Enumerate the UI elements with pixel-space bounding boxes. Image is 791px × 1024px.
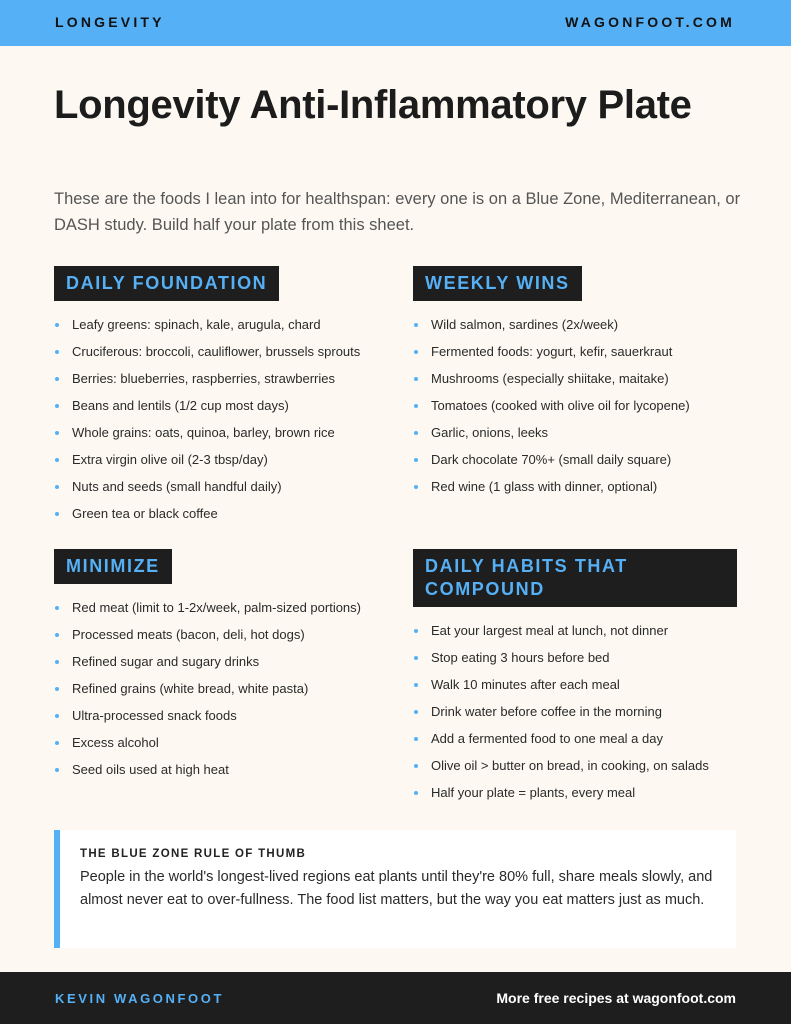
bullet-icon — [414, 404, 418, 408]
list-item: Excess alcohol — [54, 729, 361, 756]
bullet-icon — [55, 606, 59, 610]
bullet-icon — [55, 741, 59, 745]
blue-zone-callout — [54, 830, 736, 948]
list-item: Wild salmon, sardines (2x/week) — [413, 311, 690, 338]
section-heading: WEEKLY WINS — [413, 266, 582, 301]
bullet-icon — [55, 512, 59, 516]
list-item: Refined grains (white bread, white pasta) — [54, 675, 361, 702]
page-title: Longevity Anti-Inflammatory Plate — [54, 83, 692, 127]
callout-body: People in the world's longest-lived regions eat plants until they're 80% full, share meals slowly, and almost never eat to over-fullness. The food list matters, but the way you eat matters just as much. — [80, 869, 713, 908]
intro-text: These are the foods I lean into for healthspan: every one is on a Blue Zone, Mediterranean, or DASH study. Build half your plate from this sheet. — [54, 190, 741, 234]
bullet-icon — [414, 737, 418, 741]
list-item: Fermented foods: yogurt, kefir, sauerkraut — [413, 338, 690, 365]
bullet-icon — [414, 656, 418, 660]
list-item: Extra virgin olive oil (2-3 tbsp/day) — [54, 446, 360, 473]
list-item: Processed meats (bacon, deli, hot dogs) — [54, 621, 361, 648]
brand-left: LONGEVITY — [55, 14, 165, 30]
bullet-icon — [414, 764, 418, 768]
callout-title: THE BLUE ZONE RULE OF THUMB — [80, 848, 307, 860]
bullet-icon — [55, 714, 59, 718]
bullet-icon — [55, 687, 59, 691]
list-item: Red meat (limit to 1-2x/week, palm-sized portions) — [54, 594, 361, 621]
list-item: Garlic, onions, leeks — [413, 419, 690, 446]
food-list — [54, 594, 361, 783]
bullet-icon — [55, 323, 59, 327]
list-item: Drink water before coffee in the morning — [413, 698, 737, 725]
bullet-icon — [414, 350, 418, 354]
bullet-icon — [55, 377, 59, 381]
list-item: Ultra-processed snack foods — [54, 702, 361, 729]
list-item: Mushrooms (especially shiitake, maitake) — [413, 365, 690, 392]
list-item: Leafy greens: spinach, kale, arugula, chard — [54, 311, 360, 338]
list-item: Cruciferous: broccoli, cauliflower, brussels sprouts — [54, 338, 360, 365]
list-item: Whole grains: oats, quinoa, barley, brown rice — [54, 419, 360, 446]
website-link[interactable]: More free recipes at wagonfoot.com — [496, 990, 736, 1006]
list-item: Eat your largest meal at lunch, not dinner — [413, 617, 737, 644]
list-item: Red wine (1 glass with dinner, optional) — [413, 473, 690, 500]
food-list — [54, 311, 360, 527]
bullet-icon — [55, 431, 59, 435]
section-weekly-wins — [413, 266, 690, 500]
list-item: Half your plate = plants, every meal — [413, 779, 737, 806]
list-item: Add a fermented food to one meal a day — [413, 725, 737, 752]
footer-bar — [0, 972, 791, 1024]
list-item: Berries: blueberries, raspberries, strawberries — [54, 365, 360, 392]
list-item: Seed oils used at high heat — [54, 756, 361, 783]
bullet-icon — [414, 458, 418, 462]
section-minimize — [54, 549, 361, 783]
bullet-icon — [55, 633, 59, 637]
food-list — [413, 311, 690, 500]
bullet-icon — [55, 768, 59, 772]
habit-list — [413, 617, 737, 806]
list-item: Refined sugar and sugary drinks — [54, 648, 361, 675]
bullet-icon — [414, 485, 418, 489]
list-item: Beans and lentils (1/2 cup most days) — [54, 392, 360, 419]
bullet-icon — [55, 485, 59, 489]
list-item: Stop eating 3 hours before bed — [413, 644, 737, 671]
author-name: KEVIN WAGONFOOT — [55, 991, 224, 1006]
bullet-icon — [414, 791, 418, 795]
bullet-icon — [55, 458, 59, 462]
bullet-icon — [414, 683, 418, 687]
bullet-icon — [414, 710, 418, 714]
list-item: Nuts and seeds (small handful daily) — [54, 473, 360, 500]
list-item: Green tea or black coffee — [54, 500, 360, 527]
bullet-icon — [55, 350, 59, 354]
section-daily-habits — [413, 549, 737, 806]
list-item: Olive oil > butter on bread, in cooking, on salads — [413, 752, 737, 779]
section-heading: DAILY HABITS THAT COMPOUND — [413, 549, 737, 607]
bullet-icon — [414, 629, 418, 633]
section-daily-foundation — [54, 266, 360, 527]
bullet-icon — [55, 404, 59, 408]
section-heading: MINIMIZE — [54, 549, 172, 584]
bullet-icon — [414, 323, 418, 327]
bullet-icon — [55, 660, 59, 664]
section-heading: DAILY FOUNDATION — [54, 266, 279, 301]
bullet-icon — [414, 431, 418, 435]
brand-website[interactable]: WAGONFOOT.COM — [565, 14, 735, 30]
bullet-icon — [414, 377, 418, 381]
list-item: Dark chocolate 70%+ (small daily square) — [413, 446, 690, 473]
list-item: Walk 10 minutes after each meal — [413, 671, 737, 698]
top-banner — [0, 0, 791, 46]
list-item: Tomatoes (cooked with olive oil for lycopene) — [413, 392, 690, 419]
